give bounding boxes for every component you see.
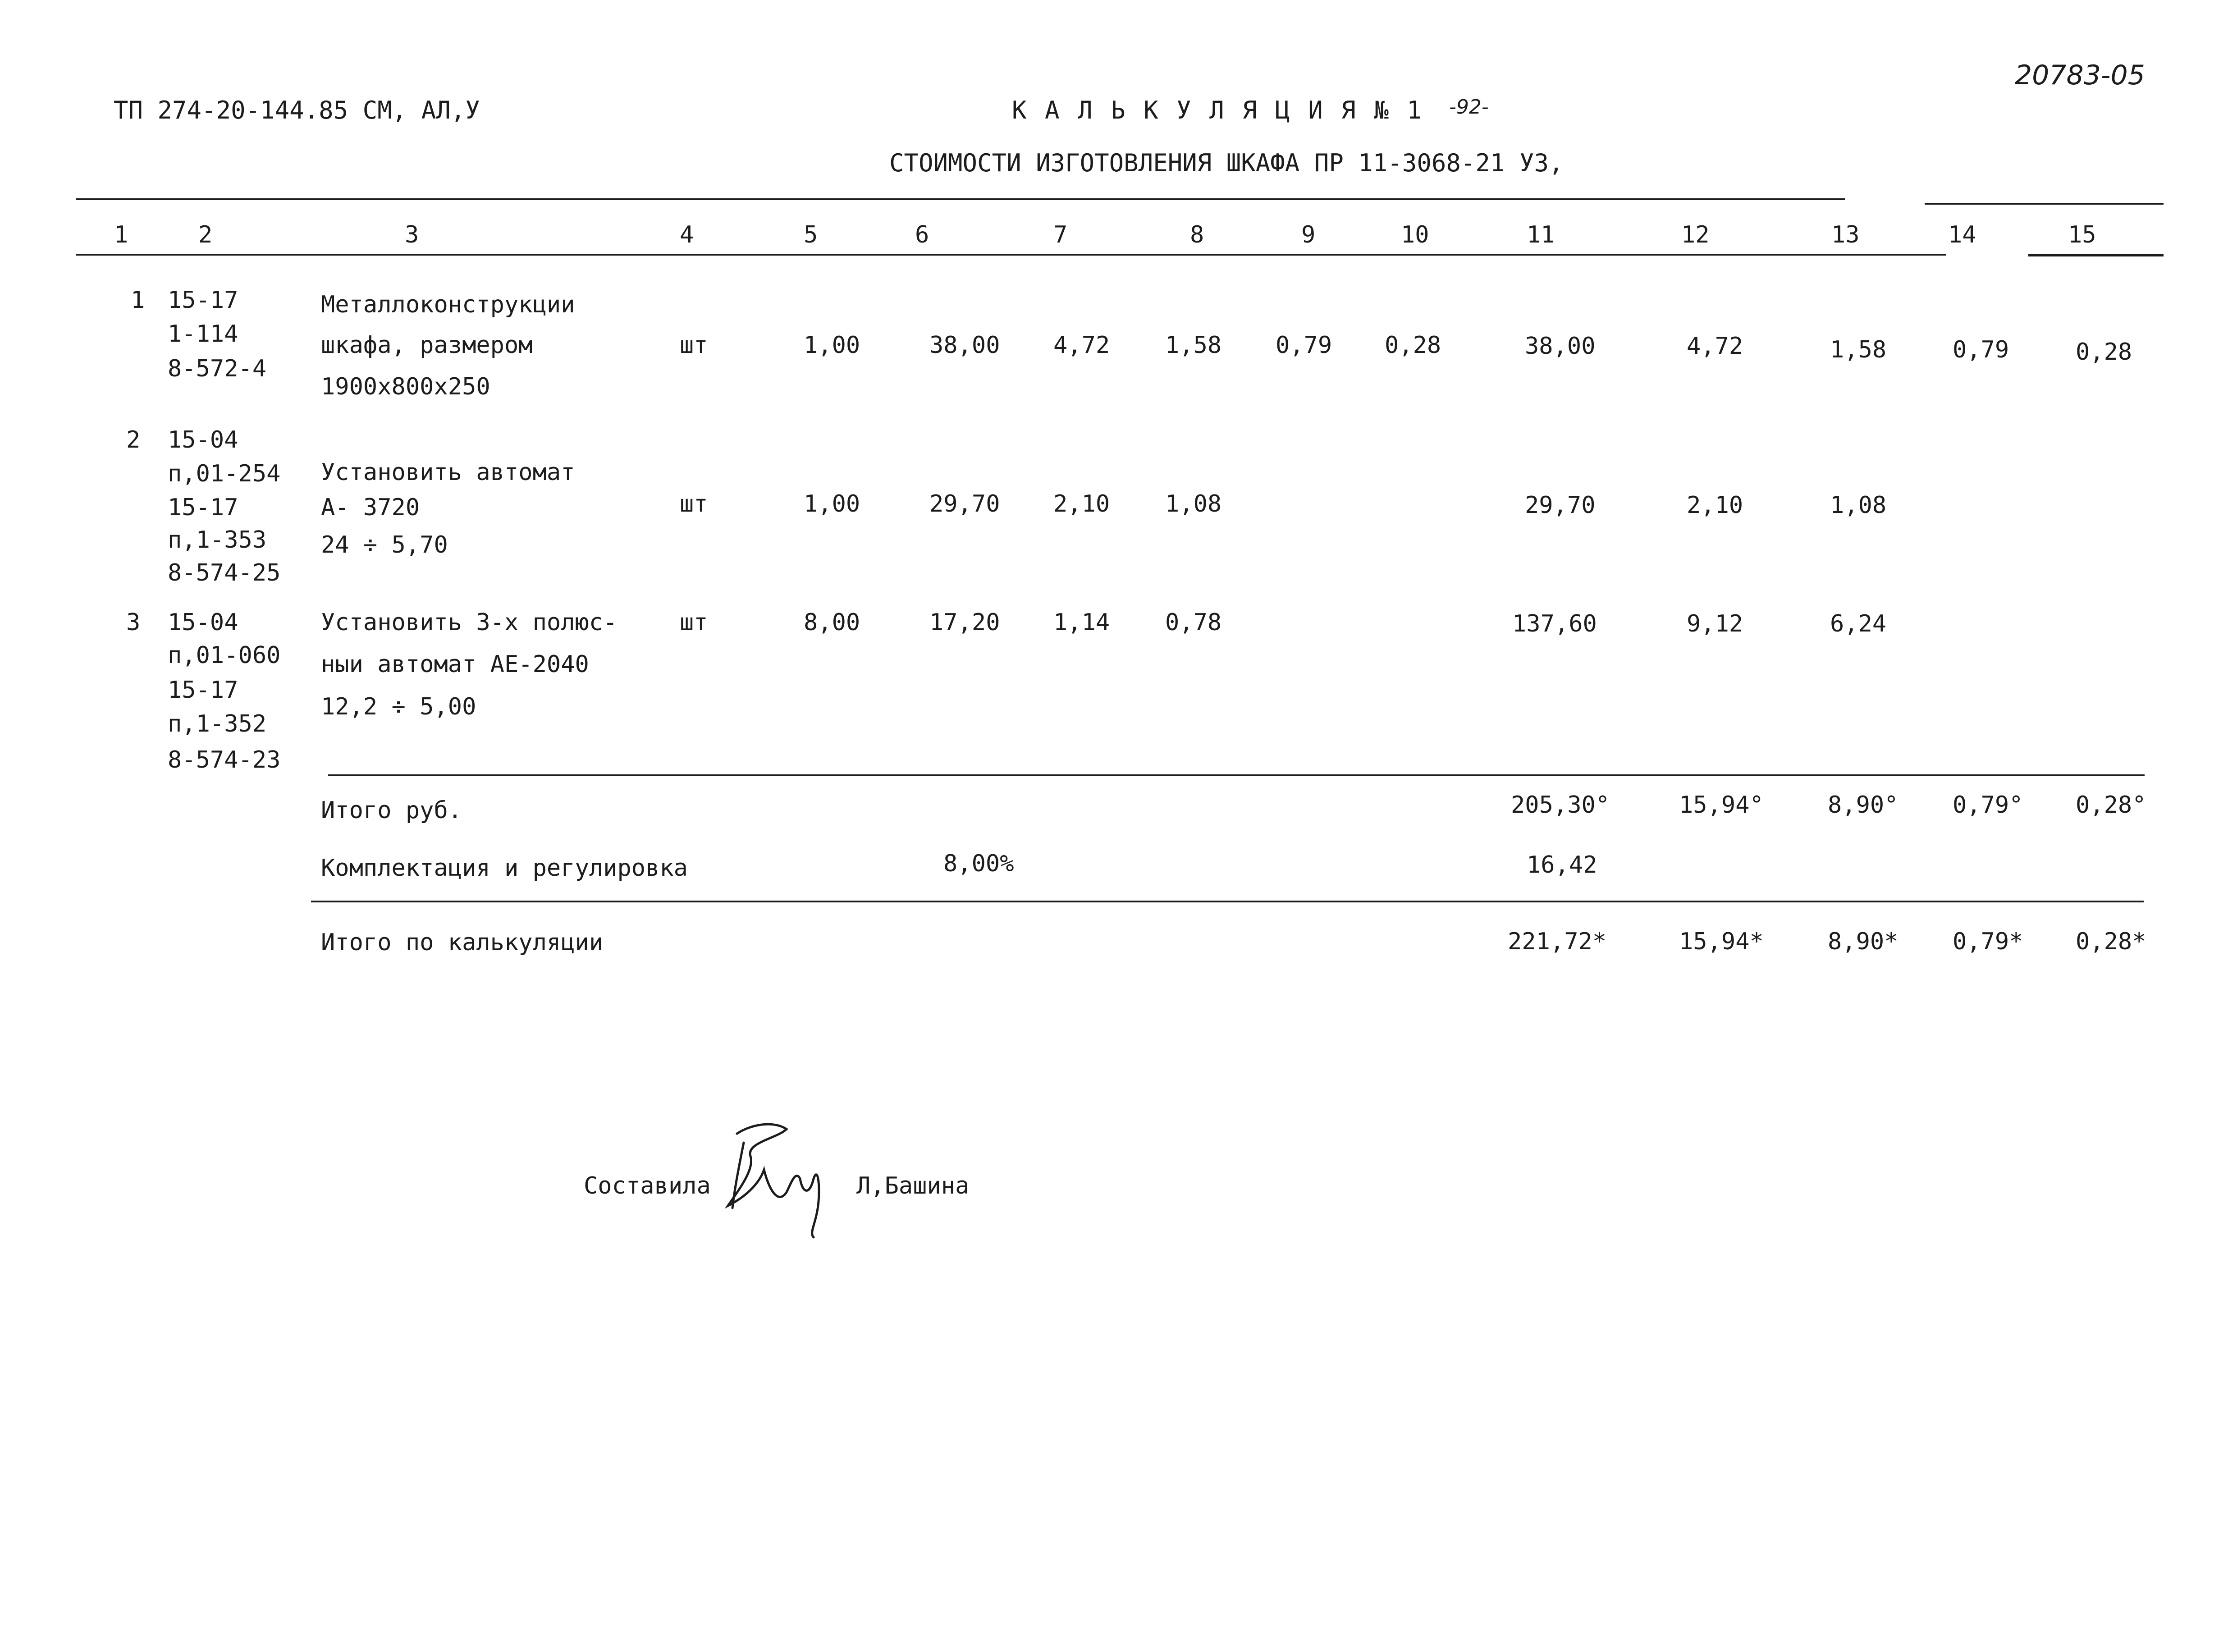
header-bottom-rule-right: [2028, 254, 2164, 256]
column-number: 4: [680, 221, 694, 248]
column-number: 6: [915, 221, 929, 248]
document-reference: 20783-05: [2015, 59, 2145, 91]
row-code: п,1-352: [168, 710, 267, 737]
row-description: ныи автомат АЕ-2040: [321, 651, 589, 678]
row-unit: шт: [680, 609, 708, 636]
column-number: 1: [114, 221, 128, 248]
row-number: 3: [126, 609, 141, 636]
row-cell: 1,58: [1830, 336, 1887, 363]
total-label: Итого руб.: [321, 797, 462, 824]
column-number: 8: [1190, 221, 1204, 248]
grand-total-cell: 15,94*: [1679, 928, 1764, 955]
grand-total-label: Итого по калькуляции: [321, 929, 604, 956]
row-description: 24 ÷ 5,70: [321, 531, 448, 558]
row-quantity: 1,00: [804, 490, 860, 517]
row-cell: 38,00: [1525, 333, 1596, 360]
row-code: 15-04: [168, 426, 238, 453]
handwritten-signature: [719, 1116, 836, 1242]
row-code: 15-17: [168, 677, 238, 704]
assembly-percent: 8,00%: [943, 850, 1014, 877]
row-description: Установить 3-х полюс-: [321, 609, 618, 636]
row-cell: 38,00: [929, 332, 1000, 359]
column-number: 3: [405, 221, 419, 248]
header-bottom-rule: [76, 254, 1946, 256]
compiled-by-label: Составила: [584, 1172, 711, 1199]
subtotal-rule: [328, 774, 2145, 776]
column-number: 13: [1831, 221, 1860, 248]
row-cell: 0,78: [1165, 609, 1222, 636]
row-number: 1: [131, 287, 145, 314]
row-cell: 1,08: [1165, 490, 1222, 517]
total-cell: 15,94°: [1679, 792, 1764, 819]
row-unit: шт: [680, 332, 708, 359]
column-number: 5: [804, 221, 818, 248]
column-number: 12: [1681, 221, 1710, 248]
row-code: 15-17: [168, 287, 238, 314]
compiler-name: Л,Башина: [856, 1172, 970, 1199]
row-description: А- 3720: [321, 494, 420, 521]
row-quantity: 8,00: [804, 609, 860, 636]
row-cell: 29,70: [929, 490, 1000, 517]
page-mark: -92-: [1449, 96, 1489, 119]
row-cell: 4,72: [1687, 333, 1743, 360]
table-top-rule-right: [1925, 203, 2164, 205]
column-number: 10: [1401, 221, 1429, 248]
row-cell: 0,28: [2076, 339, 2132, 366]
assembly-cell: 16,42: [1527, 851, 1597, 879]
row-cell: 9,12: [1687, 610, 1743, 637]
row-code: 8-572-4: [168, 355, 267, 382]
row-cell: 17,20: [929, 609, 1000, 636]
row-description: Установить автомат: [321, 459, 575, 486]
row-description: 1900x800x250: [321, 373, 490, 400]
total-cell: 0,79°: [1953, 792, 2023, 819]
total-cell: 205,30°: [1511, 792, 1610, 819]
row-code: 8-574-25: [168, 559, 281, 586]
table-top-rule: [76, 198, 1845, 200]
total-cell: 0,28°: [2076, 792, 2146, 819]
row-quantity: 1,00: [804, 332, 860, 359]
row-code: 8-574-23: [168, 746, 281, 773]
row-code: п,01-254: [168, 460, 281, 487]
project-code: ТП 274-20-144.85 СМ, АЛ,У: [114, 96, 480, 124]
row-cell: 4,72: [1053, 332, 1110, 359]
column-number: 9: [1301, 221, 1316, 248]
row-code: 1-114: [168, 320, 238, 348]
column-number: 15: [2068, 221, 2096, 248]
row-unit: шт: [680, 490, 708, 517]
grand-total-cell: 0,28*: [2076, 928, 2146, 955]
row-code: п,1-353: [168, 526, 267, 554]
row-cell: 1,14: [1053, 609, 1110, 636]
row-cell: 0,28: [1385, 332, 1441, 359]
row-cell: 29,70: [1525, 492, 1596, 519]
row-number: 2: [126, 426, 141, 453]
grand-total-cell: 8,90*: [1828, 928, 1898, 955]
row-cell: 1,08: [1830, 492, 1887, 519]
row-cell: 0,79: [1953, 336, 2009, 363]
column-number: 2: [198, 221, 213, 248]
column-number: 14: [1948, 221, 1976, 248]
grand-total-rule: [311, 901, 2144, 902]
row-cell: 0,79: [1276, 332, 1332, 359]
document-title: К А Л Ь К У Л Я Ц И Я № 1: [1012, 96, 1423, 124]
row-cell: 137,60: [1512, 610, 1597, 637]
column-number: 7: [1053, 221, 1068, 248]
row-cell: 2,10: [1053, 490, 1110, 517]
row-cell: 2,10: [1687, 492, 1743, 519]
grand-total-cell: 0,79*: [1953, 928, 2023, 955]
total-cell: 8,90°: [1828, 792, 1898, 819]
document-subtitle: СТОИМОСТИ ИЗГОТОВЛЕНИЯ ШКАФА ПР 11-3068-21 УЗ,: [889, 149, 1564, 177]
assembly-label: Комплектация и регулировка: [321, 855, 688, 882]
row-cell: 1,58: [1165, 332, 1222, 359]
row-code: 15-17: [168, 494, 238, 521]
row-description: 12,2 ÷ 5,00: [321, 693, 476, 720]
column-number: 11: [1527, 221, 1555, 248]
row-description: шкафа, размером: [321, 332, 533, 359]
grand-total-cell: 221,72*: [1508, 928, 1607, 955]
row-description: Металлоконструкции: [321, 291, 575, 318]
row-code: 15-04: [168, 609, 238, 636]
row-cell: 6,24: [1830, 610, 1887, 637]
row-code: п,01-060: [168, 642, 281, 669]
